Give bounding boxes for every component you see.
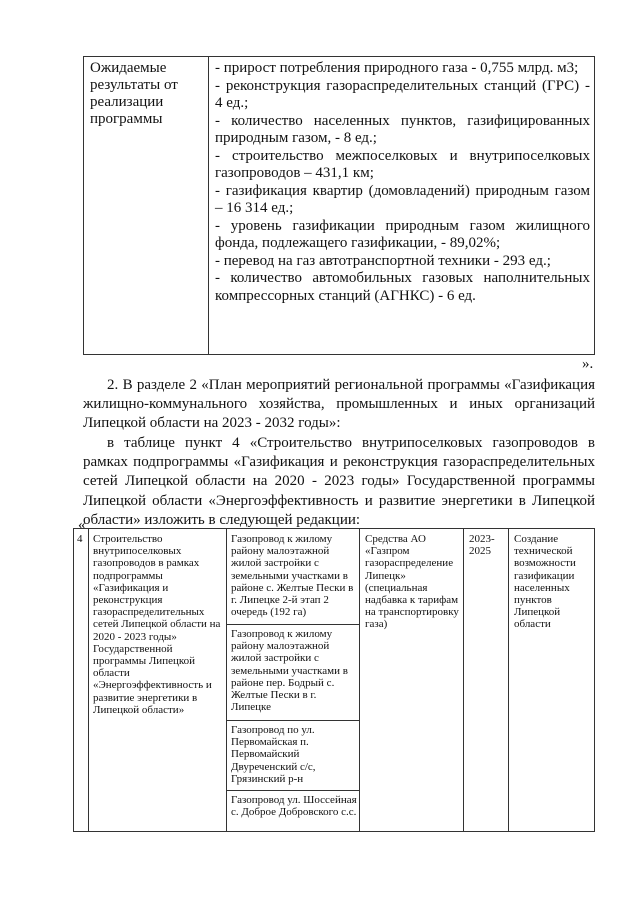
- expected-results-table: [83, 56, 595, 355]
- years: 2023-2025: [469, 533, 495, 558]
- event-name: Строительство внутрипоселковых газопроводов в рамках подпрограммы «Газификация и реконструкция газораспределительных сетей Липецкой области на 2020 - 2023 годы» Государственной программы Липецкой области «Энергоэффективность и развитие энергетики в Липецкой области»: [93, 533, 221, 716]
- result-item: - количество автомобильных газовых наполнительных компрессорных станций (АГНКС) - 6 ед.: [215, 270, 590, 304]
- object-item: Газопровод к жилому району малоэтажной жилой застройки с земельными участками в районе пер. Бодрый с. Желтые Пески в г. Липецке: [231, 628, 348, 714]
- object-item: Газопровод по ул. Первомайская п. Первомайский Двуреченский с/с, Грязинский р-н: [231, 724, 316, 785]
- result-item: - перевод на газ автотранспортной техники - 293 ед.;: [215, 252, 551, 269]
- column-divider: [359, 529, 360, 831]
- row-divider: [227, 624, 360, 625]
- column-divider: [88, 529, 89, 831]
- row-number: 4: [77, 533, 83, 545]
- opening-quote: «: [78, 517, 86, 533]
- object-item: Газопровод к жилому району малоэтажной жилой застройки с земельными участками в районе с. Желтые Пески в г. Липецке 2-й этап 2 очередь (192 га): [231, 533, 354, 619]
- result-item: - строительство межпоселковых и внутрипоселковых газопроводов – 431,1 км;: [215, 147, 590, 181]
- result-item: - прирост потребления природного газа - 0,755 млрд. м3;: [215, 60, 579, 76]
- row-divider: [227, 720, 360, 721]
- result-item: - уровень газификации природным газом жилищного фонда, подлежащего газификации, - 89,02%;: [215, 217, 590, 251]
- expected-result: Создание технической возможности газификации населенных пунктов Липецкой области: [514, 533, 576, 631]
- plan-measures-table: [73, 528, 595, 832]
- funding-source: Средства АО «Газпром газораспределение Липецк» (специальная надбавка к тарифам на транспортировку газа): [365, 533, 459, 631]
- column-divider: [226, 529, 227, 831]
- result-item: - количество населенных пунктов, газифицированных природным газом, - 8 ед.;: [215, 112, 590, 146]
- result-item: - газификация квартир (домовладений) природным газом – 16 314 ед.;: [215, 182, 590, 216]
- row-divider: [227, 790, 360, 791]
- closing-quote: ».: [582, 356, 594, 372]
- section-2-paragraph: 2. В разделе 2 «План мероприятий региональной программы «Газификация жилищно-коммунального хозяйства, промышленных и иных организаций Липецкой области на 2023 - 2032 годы»:: [83, 377, 595, 432]
- column-divider: [508, 529, 509, 831]
- expected-results-list: [215, 60, 590, 305]
- column-divider: [463, 529, 464, 831]
- object-item: Газопровод ул. Шоссейная с. Доброе Добровского с.с.: [231, 794, 357, 819]
- expected-results-label: Ожидаемые результаты от реализации программы: [90, 60, 178, 127]
- table-column-divider: [208, 57, 209, 354]
- result-item: - реконструкция газораспределительных станций (ГРС) - 4 ед.;: [215, 77, 590, 111]
- table-item-4-paragraph: в таблице пункт 4 «Строительство внутрипоселковых газопроводов в рамках подпрограммы «Газификация и реконструкция газораспределительных сетей Липецкой области на 2020 - 2023 годы» Государственной программы Липецкой области «Энергоэффективность и развитие энергетики в Липецкой области» изложить в следующей редакции:: [83, 435, 595, 528]
